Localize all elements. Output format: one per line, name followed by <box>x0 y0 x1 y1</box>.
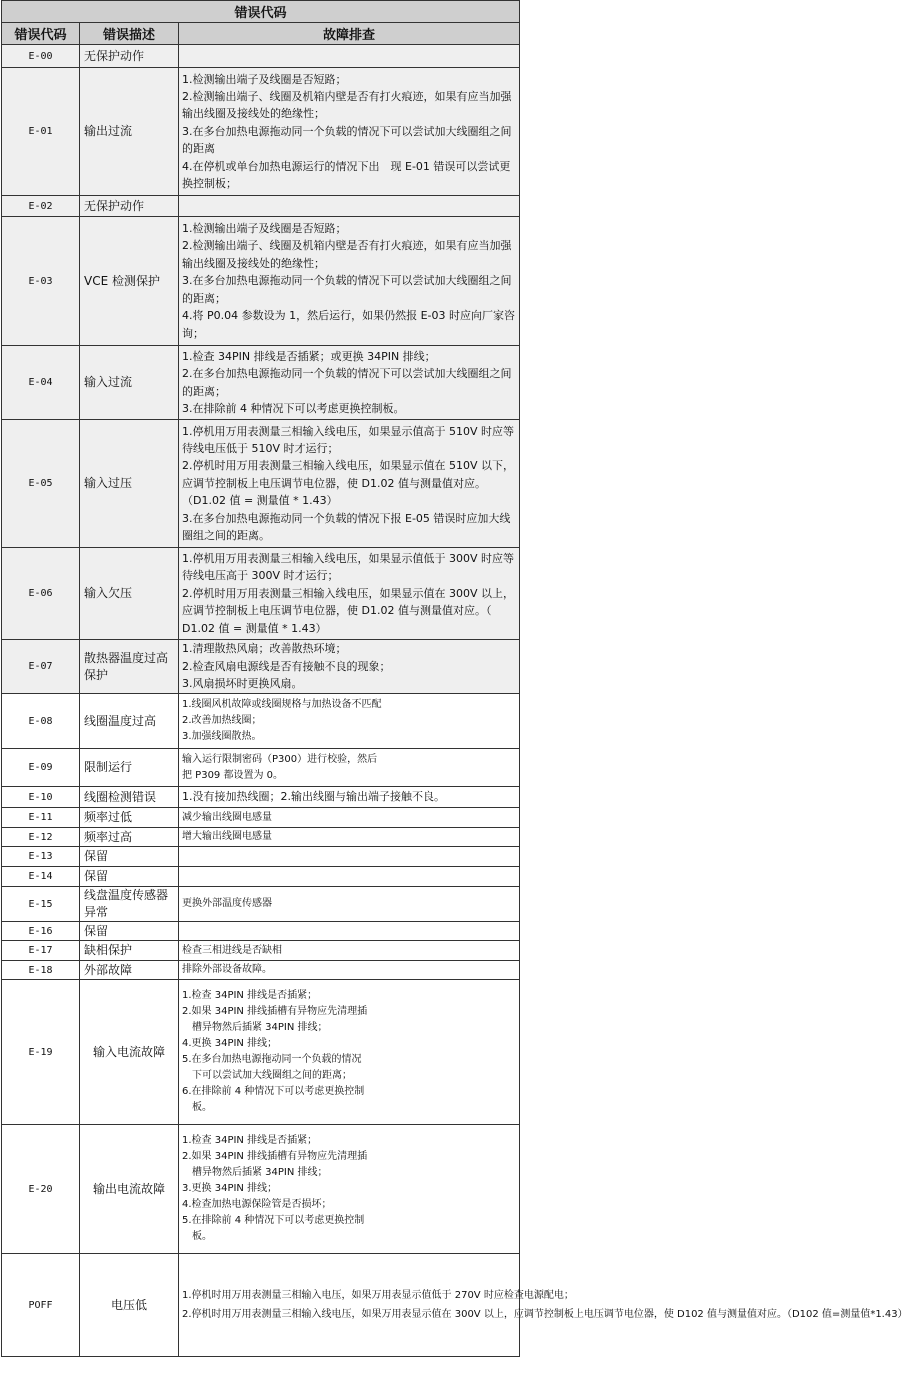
error-code-cell: E-07 <box>2 640 80 694</box>
table-row <box>2 749 520 787</box>
troubleshooting-step: 把 P309 都设置为 0。 <box>182 769 284 781</box>
header-description: 错误描述 <box>80 23 179 45</box>
error-code-cell: E-01 <box>2 68 80 196</box>
troubleshooting-cell <box>179 847 520 867</box>
troubleshooting-step: 2.在多台加热电源拖动同一个负载的情况下可以尝试加大线圈组之间的距离； <box>182 367 512 398</box>
error-description-cell: 输入过压 <box>80 420 179 548</box>
error-code-table <box>1 0 908 1357</box>
table-row <box>2 68 520 196</box>
table-row <box>2 847 520 867</box>
troubleshooting-step: 1.检查 34PIN 排线是否插紧；或更换 34PIN 排线； <box>182 349 436 363</box>
troubleshooting-step: 4.将 P0.04 参数设为 1，然后运行，如果仍然报 E-03 时应向厂家咨询； <box>182 309 516 340</box>
troubleshooting-step: 4.在停机或单台加热电源运行的情况下出 现 E-01 错误可以尝试更换控制板； <box>182 159 511 191</box>
table-row <box>2 196 520 217</box>
error-description-cell: 频率过低 <box>80 808 179 828</box>
troubleshooting-step: 2.停机时用万用表测量三相输入线电压，如果显示值在 300V 以上，应调节控制板上电压调节电位器，使 D1.02 值与测量值对应。（ D1.02 值 = 测量值 * 1.43） <box>182 586 515 635</box>
troubleshooting-step: 6.在排除前 4 种情况下可以考虑更换控制 <box>182 1086 365 1097</box>
error-description-cell: 电压低 <box>80 1254 179 1357</box>
error-code-cell: E-03 <box>2 217 80 346</box>
error-description-cell: 线圈温度过高 <box>80 694 179 749</box>
error-description-cell: 线圈检测错误 <box>80 787 179 808</box>
table-row <box>2 346 520 420</box>
troubleshooting-cell <box>179 941 520 961</box>
error-code-cell: E-20 <box>2 1125 80 1254</box>
error-description-cell: 散热器温度过高保护 <box>80 640 179 694</box>
error-code-cell: E-14 <box>2 867 80 887</box>
error-description-cell: VCE 检测保护 <box>80 217 179 346</box>
table-row <box>2 640 520 694</box>
troubleshooting-step: 1.检测输出端子及线圈是否短路； <box>182 72 347 86</box>
error-code-cell: E-15 <box>2 887 80 922</box>
troubleshooting-step: 3.在多台加热电源拖动同一个负载的情况下报 E-05 错误时应加大线圈组之间的距离。 <box>182 511 511 543</box>
troubleshooting-step: 4.检查加热电源保险管是否损坏； <box>182 1199 332 1210</box>
table-row <box>2 828 520 847</box>
troubleshooting-step: 槽异物然后插紧 34PIN 排线； <box>182 1167 328 1178</box>
troubleshooting-step: 4.更换 34PIN 排线； <box>182 1038 278 1049</box>
error-description-cell: 输出电流故障 <box>80 1125 179 1254</box>
troubleshooting-step: 2.如果 34PIN 排线插槽有异物应先清理插 <box>182 1006 368 1017</box>
troubleshooting-step: 3.更换 34PIN 排线； <box>182 1183 278 1194</box>
troubleshooting-step: 1.检查 34PIN 排线是否插紧； <box>182 1135 318 1146</box>
table-row <box>2 694 520 749</box>
error-code-cell: E-11 <box>2 808 80 828</box>
troubleshooting-cell <box>179 420 520 548</box>
table-title: 错误代码 <box>2 1 520 23</box>
error-description-cell: 保留 <box>80 922 179 941</box>
table-row <box>2 1254 520 1357</box>
table-row <box>2 787 520 808</box>
troubleshooting-cell <box>179 548 520 640</box>
error-description-cell: 输入过流 <box>80 346 179 420</box>
troubleshooting-step: 板。 <box>182 1102 212 1113</box>
error-rows <box>2 45 908 1357</box>
error-code-cell: E-10 <box>2 787 80 808</box>
troubleshooting-step: 减少输出线圈电感量 <box>182 811 272 823</box>
troubleshooting-step: 3.加强线圈散热。 <box>182 731 262 742</box>
error-code-cell: E-19 <box>2 980 80 1125</box>
header-code: 错误代码 <box>2 23 80 45</box>
troubleshooting-step: 下可以尝试加大线圈组之间的距离； <box>182 1070 352 1081</box>
troubleshooting-cell <box>179 828 520 847</box>
error-description-cell: 输入电流故障 <box>80 980 179 1125</box>
troubleshooting-step: 1.清理散热风扇；改善散热环境； <box>182 642 347 656</box>
troubleshooting-cell <box>179 45 520 68</box>
troubleshooting-step: 1.没有接加热线圈；2.输出线圈与输出端子接触不良。 <box>182 790 445 804</box>
troubleshooting-step: 1.检查 34PIN 排线是否插紧； <box>182 990 318 1001</box>
error-code-cell: POFF <box>2 1254 80 1357</box>
troubleshooting-step: 2.检查风扇电源线是否有接触不良的现象； <box>182 659 391 673</box>
error-code-cell: E-04 <box>2 346 80 420</box>
troubleshooting-cell <box>179 961 520 980</box>
troubleshooting-step: 1.停机用万用表测量三相输入线电压，如果显示值高于 510V 时应等待线电压低于 510V 时才运行； <box>182 424 515 455</box>
header-remedy: 故障排查 <box>179 23 520 45</box>
error-code-cell: E-05 <box>2 420 80 548</box>
troubleshooting-step: 1.线圈风机故障或线圈规格与加热设备不匹配 <box>182 699 382 710</box>
error-description-cell: 线盘温度传感器异常 <box>80 887 179 922</box>
troubleshooting-cell <box>179 196 520 217</box>
error-code-cell: E-09 <box>2 749 80 787</box>
troubleshooting-cell <box>179 217 520 346</box>
table-row <box>2 548 520 640</box>
troubleshooting-step: 排除外部设备故障。 <box>182 964 272 975</box>
table-row <box>2 808 520 828</box>
table-row <box>2 980 520 1125</box>
error-code-cell: E-13 <box>2 847 80 867</box>
troubleshooting-cell <box>179 346 520 420</box>
error-description-cell: 缺相保护 <box>80 941 179 961</box>
error-code-cell: E-12 <box>2 828 80 847</box>
error-description-cell: 无保护动作 <box>80 45 179 68</box>
troubleshooting-step: 3.在多台加热电源拖动同一个负载的情况下可以尝试加大线圈组之间的距离； <box>182 274 512 305</box>
error-description-cell: 频率过高 <box>80 828 179 847</box>
table-row <box>2 45 520 68</box>
troubleshooting-step: 2.检测输出端子、线圈及机箱内壁是否有打火痕迹，如果有应当加强输出线圈及接线处的绝缘性； <box>182 89 512 121</box>
table-row <box>2 1125 520 1254</box>
troubleshooting-cell <box>179 68 520 196</box>
troubleshooting-step: 输入运行限制密码（P300）进行校验，然后 <box>182 753 378 765</box>
error-description-cell: 输出过流 <box>80 68 179 196</box>
table-row <box>2 922 520 941</box>
troubleshooting-step: 2.检测输出端子、线圈及机箱内壁是否有打火痕迹，如果有应当加强输出线圈及接线处的绝缘性； <box>182 239 512 270</box>
troubleshooting-step: 1.停机用万用表测量三相输入线电压，如果显示值低于 300V 时应等待线电压高于 300V 时才运行； <box>182 551 515 583</box>
troubleshooting-cell <box>179 922 520 941</box>
troubleshooting-cell <box>179 694 520 749</box>
troubleshooting-cell <box>179 1254 908 1357</box>
error-code-cell: E-08 <box>2 694 80 749</box>
table-row <box>2 217 520 346</box>
error-code-cell: E-18 <box>2 961 80 980</box>
troubleshooting-step: 5.在多台加热电源拖动同一个负载的情况 <box>182 1054 362 1065</box>
troubleshooting-step: 2.改善加热线圈； <box>182 715 262 726</box>
error-code-cell: E-16 <box>2 922 80 941</box>
error-description-cell: 保留 <box>80 847 179 867</box>
table-row <box>2 420 520 548</box>
troubleshooting-cell <box>179 980 520 1125</box>
error-code-cell: E-02 <box>2 196 80 217</box>
error-description-cell: 输入欠压 <box>80 548 179 640</box>
troubleshooting-cell <box>179 1125 520 1254</box>
table-row <box>2 887 520 922</box>
troubleshooting-cell <box>179 808 520 828</box>
troubleshooting-step: 3.风扇损坏时更换风扇。 <box>182 677 303 691</box>
troubleshooting-cell <box>179 867 520 887</box>
troubleshooting-step: 2.如果 34PIN 排线插槽有异物应先清理插 <box>182 1151 368 1162</box>
troubleshooting-step: 3.在多台加热电源拖动同一个负载的情况下可以尝试加大线圈组之间的距离 <box>182 124 512 156</box>
error-description-cell: 限制运行 <box>80 749 179 787</box>
troubleshooting-step: 5.在排除前 4 种情况下可以考虑更换控制 <box>182 1215 365 1226</box>
troubleshooting-step: 1.停机时用万用表测量三相输入电压，如果万用表显示值低于 270V 时应检查电源配电； <box>182 1290 574 1301</box>
table-row <box>2 961 520 980</box>
troubleshooting-cell <box>179 887 520 922</box>
error-code-cell: E-00 <box>2 45 80 68</box>
header-row <box>2 23 520 45</box>
troubleshooting-step: 更换外部温度传感器 <box>182 898 272 909</box>
error-code-cell: E-06 <box>2 548 80 640</box>
error-description-cell: 外部故障 <box>80 961 179 980</box>
troubleshooting-step: 2.停机时用万用表测量三相输入线电压，如果万用表显示值在 300V 以上，应调节控制板上电压调节电位器，使 D102 值与测量值对应。（D102 值=测量值*1.43） <box>182 1309 908 1320</box>
troubleshooting-step: 检查三相进线是否缺相 <box>182 944 282 956</box>
troubleshooting-step: 1.检测输出端子及线圈是否短路； <box>182 222 347 236</box>
troubleshooting-step: 增大输出线圈电感量 <box>182 831 272 842</box>
table-row <box>2 867 520 887</box>
error-description-cell: 无保护动作 <box>80 196 179 217</box>
error-code-cell: E-17 <box>2 941 80 961</box>
troubleshooting-step: 板。 <box>182 1231 212 1242</box>
troubleshooting-step: 3.在排除前 4 种情况下可以考虑更换控制板。 <box>182 401 405 415</box>
table-row <box>2 941 520 961</box>
troubleshooting-cell <box>179 787 520 808</box>
troubleshooting-step: 槽异物然后插紧 34PIN 排线； <box>182 1022 328 1033</box>
error-description-cell: 保留 <box>80 867 179 887</box>
troubleshooting-cell <box>179 640 520 694</box>
troubleshooting-step: 2.停机时用万用表测量三相输入线电压，如果显示值在 510V 以下，应调节控制板上电压调节电位器，使 D1.02 值与测量值对应。（D1.02 值 = 测量值 * 1.43） <box>182 459 515 508</box>
troubleshooting-cell <box>179 749 520 787</box>
